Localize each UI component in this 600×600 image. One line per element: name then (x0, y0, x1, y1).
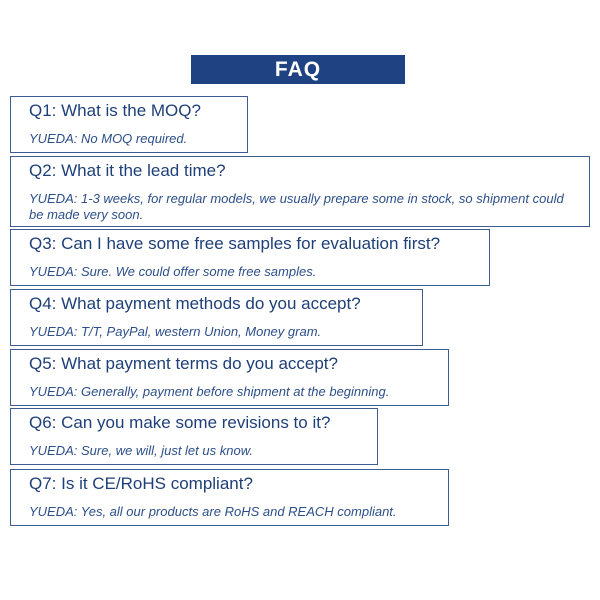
faq-item-5 (10, 349, 449, 406)
faq-answer-1: YUEDA: No MOQ required. (29, 131, 188, 146)
faq-item-1 (10, 96, 248, 153)
faq-question-3: Q3: Can I have some free samples for evaluation first? (29, 234, 441, 253)
faq-item-7 (10, 469, 449, 526)
faq-item-3 (10, 229, 490, 286)
faq-answer-3: YUEDA: Sure. We could offer some free samples. (29, 264, 317, 279)
faq-item-2 (10, 156, 590, 227)
faq-question-6: Q6: Can you make some revisions to it? (29, 413, 331, 432)
faq-answer-5: YUEDA: Generally, payment before shipment at the beginning. (29, 384, 390, 399)
faq-answer-7: YUEDA: Yes, all our products are RoHS and REACH compliant. (29, 504, 397, 519)
faq-answer-6: YUEDA: Sure, we will, just let us know. (29, 443, 253, 458)
faq-title: FAQ (191, 55, 405, 84)
faq-item-4 (10, 289, 423, 346)
faq-answer-2: YUEDA: 1-3 weeks, for regular models, we usually prepare some in stock, so shipment could be made very soon. (29, 191, 564, 222)
faq-item-6 (10, 408, 378, 465)
faq-question-2: Q2: What it the lead time? (29, 161, 226, 180)
faq-question-4: Q4: What payment methods do you accept? (29, 294, 361, 313)
faq-answer-4: YUEDA: T/T, PayPal, western Union, Money gram. (29, 324, 322, 339)
faq-question-1: Q1: What is the MOQ? (29, 101, 201, 120)
faq-question-5: Q5: What payment terms do you accept? (29, 354, 338, 373)
faq-question-7: Q7: Is it CE/RoHS compliant? (29, 474, 253, 493)
